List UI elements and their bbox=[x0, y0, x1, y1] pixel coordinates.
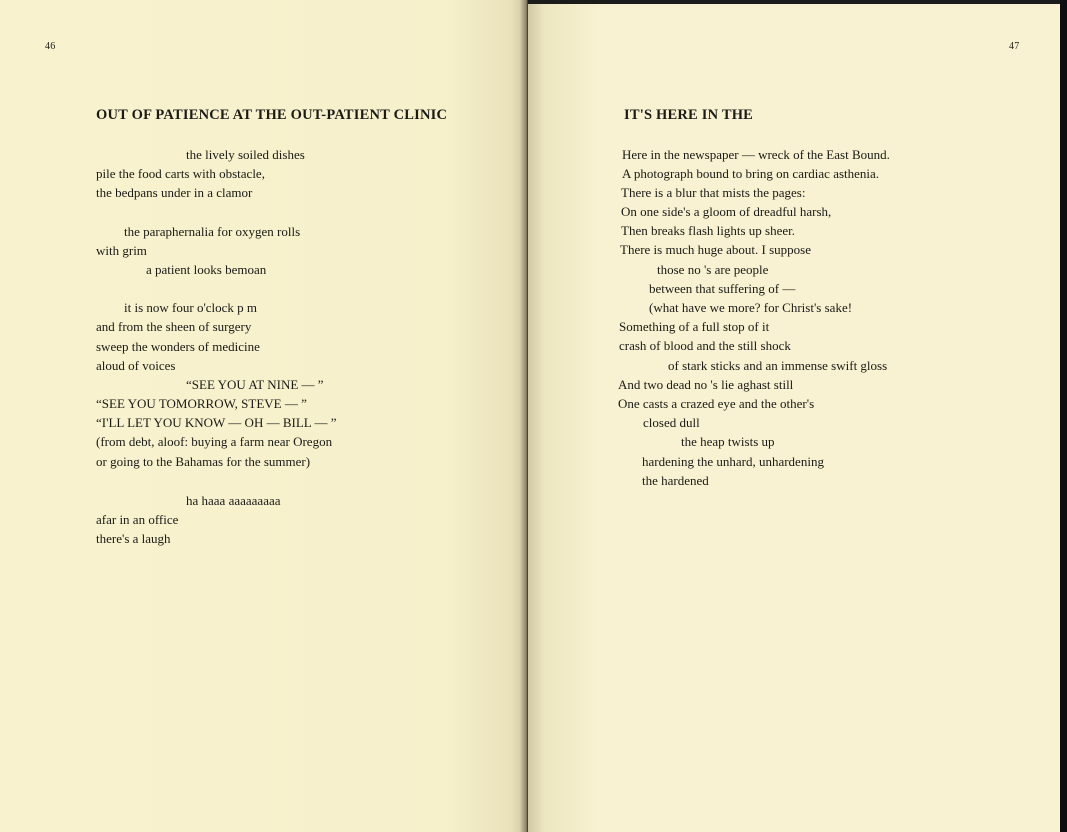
left-poem-line: there's a laugh bbox=[96, 531, 171, 546]
left-poem-line: with grim bbox=[96, 243, 147, 258]
right-poem-line: Here in the newspaper — wreck of the East Bound. bbox=[622, 147, 890, 162]
left-page-number: 46 bbox=[45, 41, 56, 52]
right-poem-line: There is a blur that mists the pages: bbox=[621, 185, 806, 200]
right-poem-line: There is much huge about. I suppose bbox=[620, 242, 811, 257]
left-poem-line: the bedpans under in a clamor bbox=[96, 185, 253, 200]
left-page bbox=[0, 0, 526, 832]
left-poem-line: pile the food carts with obstacle, bbox=[96, 166, 265, 181]
left-poem-line: sweep the wonders of medicine bbox=[96, 339, 260, 354]
right-poem-line: (what have we more? for Christ's sake! bbox=[649, 300, 853, 315]
left-poem-line: the lively soiled dishes bbox=[186, 147, 305, 162]
left-poem-line: (from debt, aloof: buying a farm near Oregon bbox=[96, 434, 333, 449]
right-poem-title: IT'S HERE IN THE bbox=[624, 107, 754, 123]
right-poem-line: of stark sticks and an immense swift gloss bbox=[668, 358, 888, 373]
right-poem-line: closed dull bbox=[643, 415, 700, 430]
right-poem-line: And two dead no 's lie aghast still bbox=[618, 377, 794, 392]
right-page-number: 47 bbox=[1009, 41, 1020, 52]
left-poem-line: the paraphernalia for oxygen rolls bbox=[124, 224, 301, 239]
right-poem-line: hardening the unhard, unhardening bbox=[642, 454, 824, 469]
right-poem-line: crash of blood and the still shock bbox=[619, 338, 791, 353]
right-poem-line: between that suffering of — bbox=[649, 281, 796, 296]
right-poem-line: On one side's a gloom of dreadful harsh, bbox=[621, 204, 832, 219]
right-poem-line: One casts a crazed eye and the other's bbox=[618, 396, 815, 411]
left-poem-line: or going to the Bahamas for the summer) bbox=[96, 454, 311, 469]
right-page bbox=[528, 0, 1060, 832]
left-poem-line: it is now four o'clock p m bbox=[124, 300, 258, 315]
right-page-edge bbox=[1060, 0, 1067, 832]
right-poem-line: those no 's are people bbox=[657, 262, 769, 277]
right-poem-line: Something of a full stop of it bbox=[619, 319, 770, 334]
right-poem-line: the heap twists up bbox=[681, 434, 775, 449]
right-poem-line: Then breaks flash lights up sheer. bbox=[621, 223, 796, 238]
left-poem-line: aloud of voices bbox=[96, 358, 176, 373]
left-poem-line: “SEE YOU AT NINE — ” bbox=[186, 377, 324, 392]
left-poem-line: ha haaa aaaaaaaaa bbox=[186, 493, 281, 508]
left-poem-line: and from the sheen of surgery bbox=[96, 319, 252, 334]
right-poem-line: A photograph bound to bring on cardiac asthenia. bbox=[622, 166, 880, 181]
right-poem-line: the hardened bbox=[642, 473, 709, 488]
left-poem-line: afar in an office bbox=[96, 512, 179, 527]
left-poem-line: a patient looks bemoan bbox=[146, 262, 267, 277]
left-poem-line: “SEE YOU TOMORROW, STEVE — ” bbox=[96, 396, 307, 411]
left-poem-line: “I'LL LET YOU KNOW — OH — BILL — ” bbox=[96, 415, 337, 430]
left-poem-title: OUT OF PATIENCE AT THE OUT-PATIENT CLINIC bbox=[96, 107, 448, 123]
